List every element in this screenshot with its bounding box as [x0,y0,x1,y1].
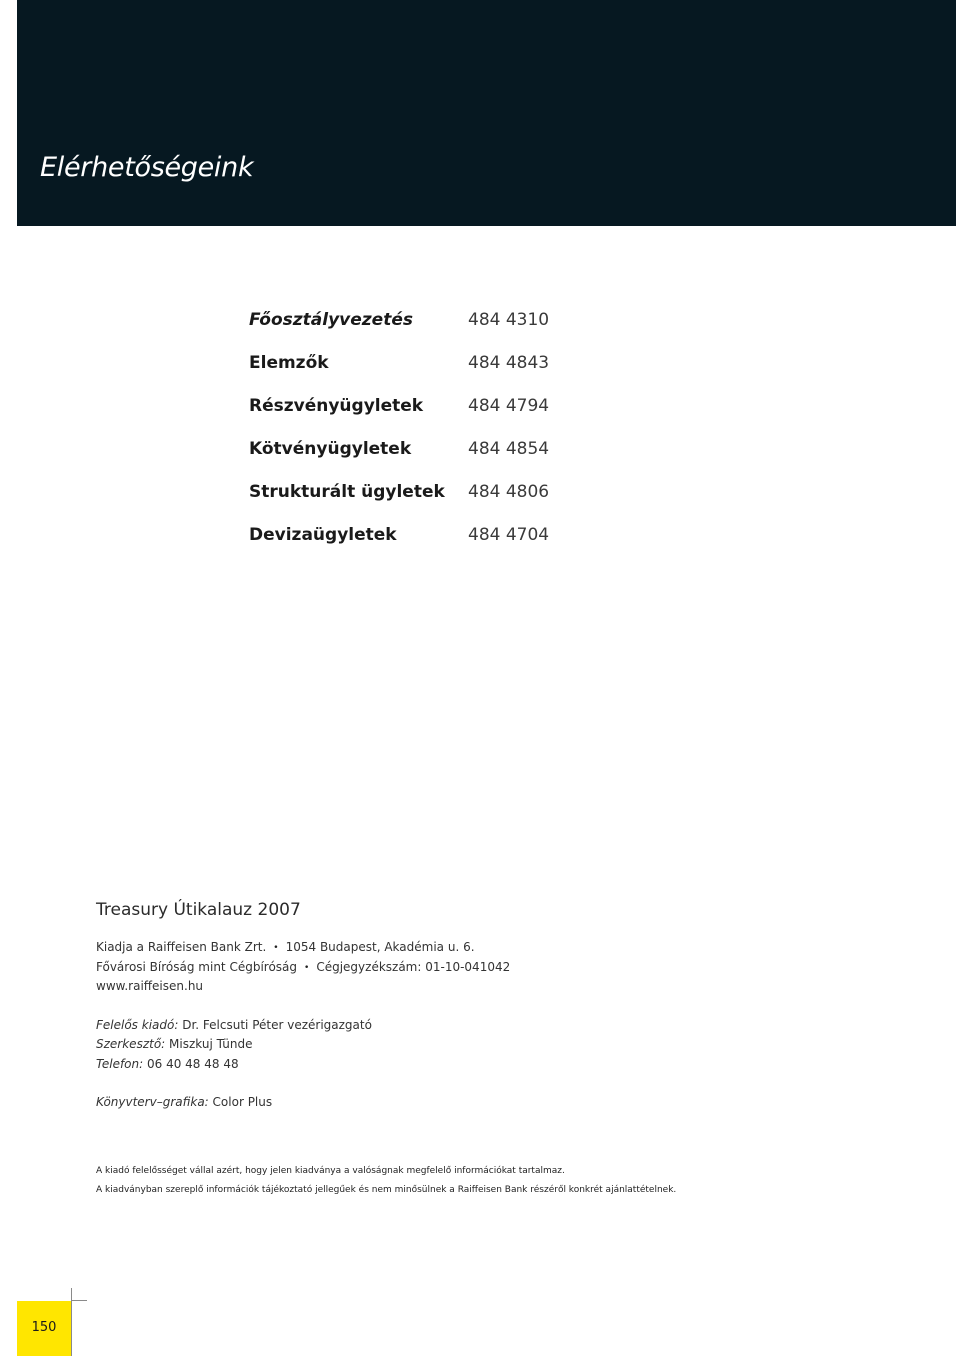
crop-mark-horizontal [71,1300,87,1301]
header-band [17,0,956,226]
page-number: 150 [31,1320,57,1335]
publication-title: Treasury Útikalauz 2007 [96,900,301,920]
design-label: Könyvterv–grafika: [96,1095,209,1109]
court-name: Fővárosi Bíróság mint Cégbíróság [96,959,298,974]
spacer [96,1074,796,1093]
contact-row [249,396,569,439]
contact-phone: 484 4854 [468,439,550,459]
editor-value: Miszkuj Tünde [169,1037,253,1051]
design-value: Color Plus [212,1095,273,1109]
design-line [96,1093,796,1113]
registration-number: Cégjegyzékszám: 01-10-041042 [316,959,511,974]
contact-row [249,525,569,568]
page-number-box [17,1301,71,1356]
contact-row [249,482,569,525]
publisher-address: 1054 Budapest, Akadémia u. 6. [285,940,475,954]
contact-list [249,310,569,568]
contact-label: Strukturált ügyletek [249,482,445,502]
contact-label: Kötvényügyletek [249,439,412,459]
responsible-publisher-line [96,1016,796,1036]
website-link[interactable]: www.raiffeisen.hu [96,979,204,993]
phone-label: Telefon: [96,1056,144,1071]
phone-line [96,1055,796,1075]
contact-label: Részvényügyletek [249,396,424,416]
disclaimer [96,1162,676,1200]
contact-phone: 484 4794 [468,396,550,416]
responsible-publisher-label: Felelős kiadó: [96,1017,179,1032]
bullet-separator: • [273,943,279,953]
contact-row [249,439,569,482]
editor-label: Szerkesztő: [96,1037,166,1051]
contact-label: Elemzők [249,353,329,373]
contact-phone: 484 4843 [468,353,550,373]
editor-line [96,1035,796,1055]
contact-label: Devizaügyletek [249,525,397,545]
publisher-name: Kiadja a Raiffeisen Bank Zrt. [96,940,267,954]
disclaimer-line: A kiadványban szereplő információk tájékoztató jellegűek és nem minősülnek a Raiffeisen Bank részéről konkrét ajánlattételnek. [96,1185,677,1195]
page-title: Elérhetőségeink [40,152,254,183]
contact-row [249,353,569,396]
contact-phone: 484 4806 [468,482,550,502]
responsible-publisher-value: Dr. Felcsuti Péter vezérigazgató [182,1017,372,1032]
disclaimer-line: A kiadó felelősséget vállal azért, hogy jelen kiadványa a valóságnak megfelelő információkat tartalmaz. [96,1166,565,1176]
court-line [96,958,796,978]
crop-mark-vertical [71,1288,72,1356]
contact-phone: 484 4704 [468,525,550,545]
publisher-line [96,938,796,958]
phone-value: 06 40 48 48 48 [147,1056,239,1071]
spacer [96,997,796,1016]
imprint-block [96,900,796,1113]
contact-phone: 484 4310 [468,310,550,330]
contact-label: Főosztályvezetés [249,310,413,330]
contact-row [249,310,569,353]
bullet-separator: • [304,962,310,973]
